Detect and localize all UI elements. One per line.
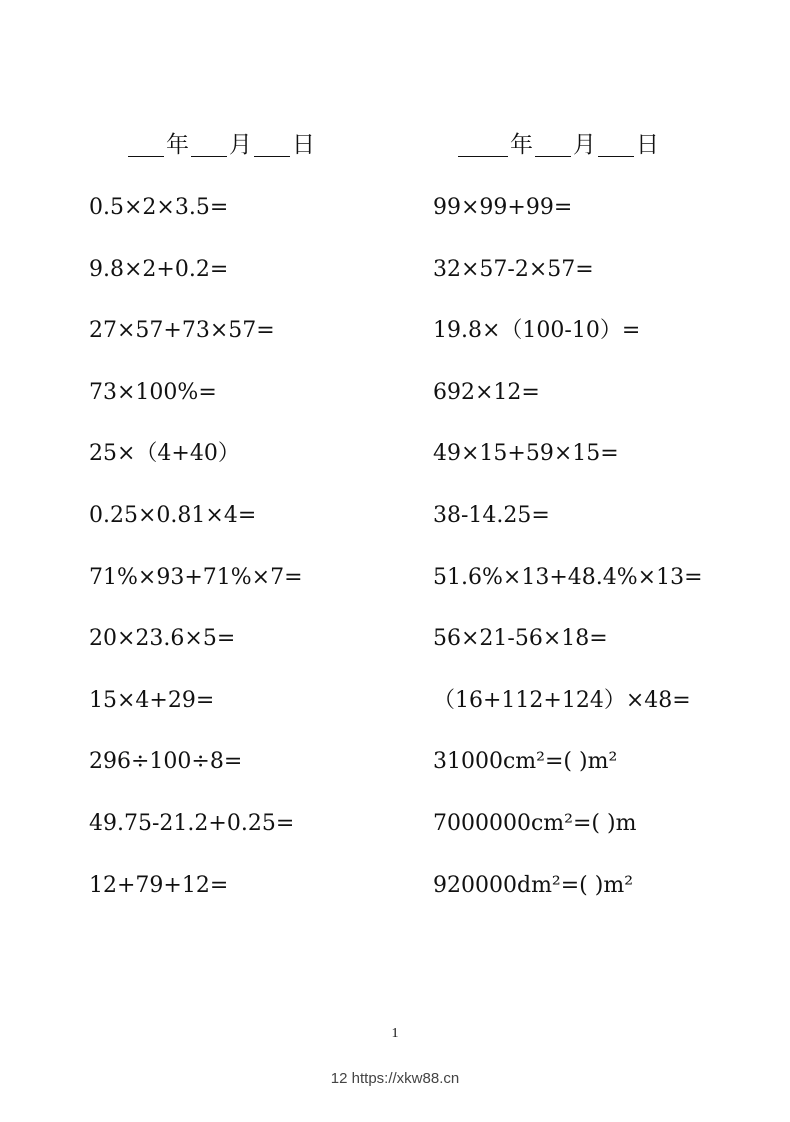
problem-item: 25×（4+40）	[89, 441, 240, 467]
problem-item: 56×21-56×18=	[433, 626, 608, 652]
month-label: 月	[229, 132, 252, 158]
day-blank	[254, 130, 290, 157]
month-blank	[535, 130, 571, 157]
month-blank	[191, 130, 227, 157]
problem-item: 12+79+12=	[89, 872, 229, 898]
day-blank	[598, 130, 634, 157]
year-label: 年	[166, 132, 189, 158]
month-label: 月	[573, 132, 596, 158]
problem-item: 73×100%=	[89, 379, 217, 405]
problem-item: 71%×93+71%×7=	[89, 564, 303, 590]
date-header-right	[458, 124, 661, 160]
problem-item: 27×57+73×57=	[89, 318, 275, 344]
problem-item: 49.75-21.2+0.25=	[89, 810, 295, 836]
footer-watermark-url: 12 https://xkw88.cn	[330, 1070, 460, 1087]
year-blank	[458, 130, 508, 157]
right-problem-column	[433, 190, 703, 929]
problem-item: 49×15+59×15=	[433, 441, 619, 467]
year-label: 年	[510, 132, 533, 158]
problem-item: 7000000cm²=( )m	[433, 810, 637, 836]
problem-item: 0.25×0.81×4=	[89, 502, 257, 528]
problem-item: 692×12=	[433, 379, 540, 405]
problem-item: （16+112+124）×48=	[433, 687, 691, 713]
problem-item: 31000cm²=( )m²	[433, 749, 618, 775]
problem-item: 15×4+29=	[89, 687, 215, 713]
page-number: 1	[391, 1026, 399, 1041]
year-blank	[128, 130, 164, 157]
day-label: 日	[636, 132, 659, 158]
problem-item: 32×57-2×57=	[433, 256, 594, 282]
problem-item: 296÷100÷8=	[89, 749, 243, 775]
date-header-left	[128, 124, 317, 160]
problem-item: 920000dm²=( )m²	[433, 872, 634, 898]
problem-item: 20×23.6×5=	[89, 626, 236, 652]
left-problem-column	[89, 190, 303, 929]
problem-item: 19.8×（100-10）=	[433, 318, 641, 344]
problem-item: 0.5×2×3.5=	[89, 195, 229, 220]
problem-item: 9.8×2+0.2=	[89, 256, 229, 282]
problem-item: 38-14.25=	[433, 502, 550, 528]
problem-item: 51.6%×13+48.4%×13=	[433, 564, 703, 590]
problem-item: 99×99+99=	[433, 195, 573, 220]
day-label: 日	[292, 132, 315, 158]
